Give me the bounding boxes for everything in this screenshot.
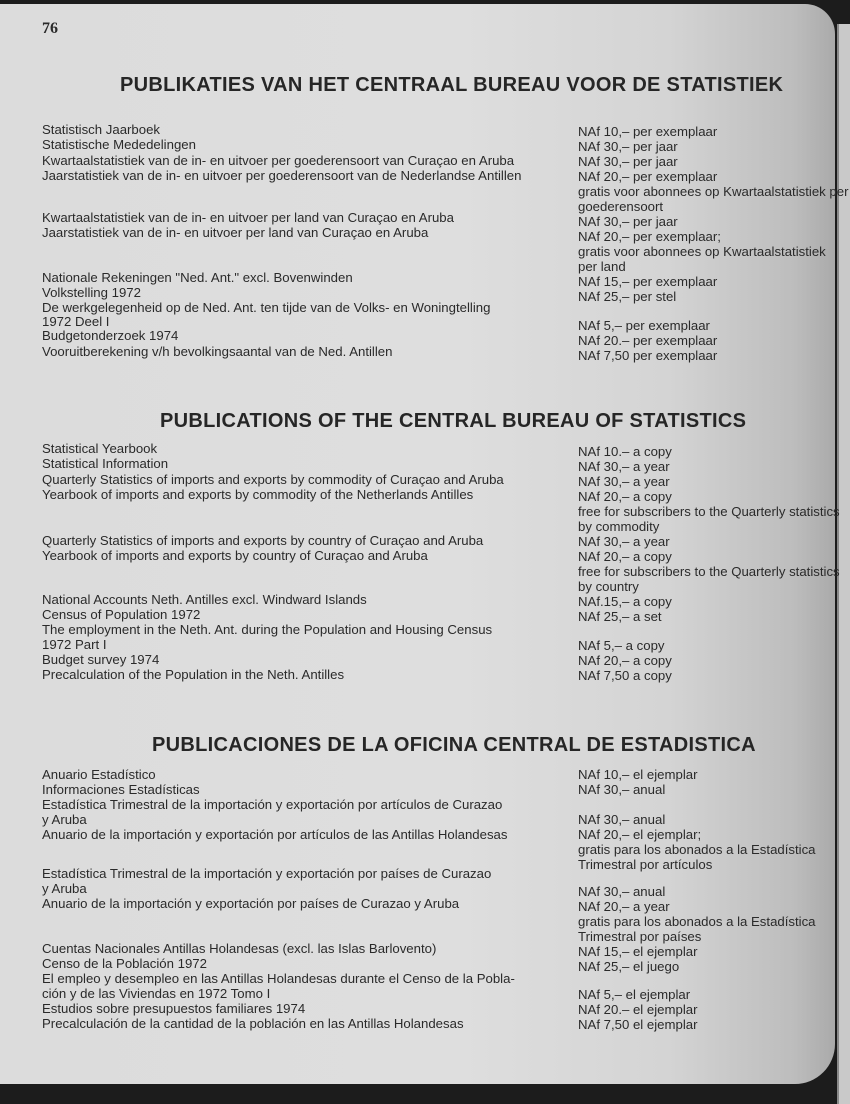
price-item: NAf 7,50 a copy [578, 668, 672, 683]
price-item: by commodity [578, 519, 660, 534]
list-item: De werkgelegenheid op de Ned. Ant. ten tijde van de Volks- en Woningtelling [42, 300, 491, 315]
price-item: NAf 7,50 el ejemplar [578, 1017, 698, 1032]
section-title-english: PUBLICATIONS OF THE CENTRAL BUREAU OF STATISTICS [160, 410, 747, 432]
price-item: NAf 20.– per exemplaar [578, 333, 718, 348]
list-item: y Aruba [42, 881, 87, 896]
price-item: NAf 20,– per exemplaar; [578, 229, 721, 244]
price-item: NAf 20,– a copy [578, 549, 672, 564]
list-item: Volkstelling 1972 [42, 285, 141, 300]
price-item: NAf 30,– per jaar [578, 214, 678, 229]
price-item: NAf 20,– per exemplaar [578, 169, 718, 184]
list-item: Estadística Trimestral de la importación y exportación por artículos de Curazao [42, 797, 503, 812]
price-item: gratis voor abonnees op Kwartaalstatistiek per [578, 184, 849, 199]
price-item: per land [578, 259, 626, 274]
price-item: free for subscribers to the Quarterly statistics [578, 564, 840, 579]
price-item: gratis para los abonados a la Estadística [578, 842, 816, 857]
price-item: NAf 10,– per exemplaar [578, 124, 718, 139]
price-item: NAf 30,– anual [578, 782, 666, 797]
list-item: Statistische Mededelingen [42, 137, 196, 152]
price-item: NAf 20,– a year [578, 899, 670, 914]
list-item: Kwartaalstatistiek van de in- en uitvoer per goederensoort van Curaçao en Aruba [42, 153, 515, 168]
price-item: NAf 30,– a year [578, 459, 670, 474]
price-item: NAf 30,– anual [578, 812, 666, 827]
price-item: NAf 10.– a copy [578, 444, 672, 459]
price-item: NAf 30,– a year [578, 534, 670, 549]
price-item: NAf 5,– a copy [578, 638, 665, 653]
list-item: El empleo y desempleo en las Antillas Holandesas durante el Censo de la Pobla- [42, 971, 515, 986]
list-item: Budgetonderzoek 1974 [42, 328, 179, 343]
list-item: Census of Population 1972 [42, 607, 201, 622]
list-item: Yearbook of imports and exports by commodity of the Netherlands Antilles [42, 487, 474, 502]
price-item: Trimestral por países [578, 929, 702, 944]
list-item: y Aruba [42, 812, 87, 827]
section-title-spanish: PUBLICACIONES DE LA OFICINA CENTRAL DE ESTADISTICA [152, 734, 756, 756]
list-item: Estadística Trimestral de la importación y exportación por países de Curazao [42, 866, 492, 881]
list-item: Precalculación de la cantidad de la población en las Antillas Holandesas [42, 1016, 464, 1031]
list-item: Jaarstatistiek van de in- en uitvoer per goederensoort van de Nederlandse Antillen [42, 168, 522, 183]
price-item: NAf 25,– el juego [578, 959, 680, 974]
price-item: NAf 15,– per exemplaar [578, 274, 718, 289]
list-item: Cuentas Nacionales Antillas Holandesas (excl. las Islas Barlovento) [42, 941, 437, 956]
price-item: NAf 5,– el ejemplar [578, 987, 691, 1002]
price-item: NAf 20,– el ejemplar; [578, 827, 702, 842]
price-item: gratis para los abonados a la Estadística [578, 914, 816, 929]
list-item: Vooruitberekening v/h bevolkingsaantal van de Ned. Antillen [42, 344, 393, 359]
price-item: by country [578, 579, 639, 594]
list-item: Budget survey 1974 [42, 652, 160, 667]
list-item: Anuario Estadístico [42, 767, 156, 782]
price-item: NAf 20,– a copy [578, 653, 672, 668]
price-item: NAf 30,– per jaar [578, 139, 678, 154]
price-item: free for subscribers to the Quarterly statistics [578, 504, 840, 519]
price-item: NAf 7,50 per exemplaar [578, 348, 718, 363]
list-item: Quarterly Statistics of imports and exports by commodity of Curaçao and Aruba [42, 472, 504, 487]
list-item: Anuario de la importación y exportación por artículos de las Antillas Holandesas [42, 827, 508, 842]
price-item: goederensoort [578, 199, 664, 214]
price-item: NAf 25,– a set [578, 609, 662, 624]
price-item: NAf 20,– a copy [578, 489, 672, 504]
list-item: Censo de la Población 1972 [42, 956, 207, 971]
list-item: Statistical Information [42, 456, 169, 471]
price-item: NAf 25,– per stel [578, 289, 677, 304]
price-item: NAf 30,– a year [578, 474, 670, 489]
price-item: gratis voor abonnees op Kwartaalstatistiek [578, 244, 826, 259]
list-item: Estudios sobre presupuestos familiares 1974 [42, 1001, 306, 1016]
list-item: Precalculation of the Population in the Neth. Antilles [42, 667, 345, 682]
list-item: 1972 Deel I [42, 314, 110, 329]
price-item: NAf 30,– anual [578, 884, 666, 899]
section-title-dutch: PUBLIKATIES VAN HET CENTRAAL BUREAU VOOR DE STATISTIEK [120, 74, 784, 96]
page-number: 76 [42, 20, 58, 37]
list-item: Informaciones Estadísticas [42, 782, 200, 797]
price-item: NAf 5,– per exemplaar [578, 318, 710, 333]
list-item: ción y de las Viviendas en 1972 Tomo I [42, 986, 271, 1001]
list-item: 1972 Part I [42, 637, 107, 652]
list-item: Nationale Rekeningen "Ned. Ant." excl. Bovenwinden [42, 270, 353, 285]
list-item: Kwartaalstatistiek van de in- en uitvoer per land van Curaçao en Aruba [42, 210, 454, 225]
price-item: NAf.15,– a copy [578, 594, 672, 609]
list-item: Anuario de la importación y exportación por países de Curazao y Aruba [42, 896, 460, 911]
list-item: The employment in the Neth. Ant. during the Population and Housing Census [42, 622, 493, 637]
price-item: Trimestral por artículos [578, 857, 713, 872]
price-item: NAf 30,– per jaar [578, 154, 678, 169]
list-item: Jaarstatistiek van de in- en uitvoer per land van Curaçao en Aruba [42, 225, 429, 240]
list-item: Quarterly Statistics of imports and exports by country of Curaçao and Aruba [42, 533, 484, 548]
price-item: NAf 15,– el ejemplar [578, 944, 698, 959]
list-item: Yearbook of imports and exports by country of Curaçao and Aruba [42, 548, 428, 563]
list-item: Statistisch Jaarboek [42, 122, 161, 137]
price-item: NAf 20.– el ejemplar [578, 1002, 698, 1017]
price-item: NAf 10,– el ejemplar [578, 767, 698, 782]
list-item: National Accounts Neth. Antilles excl. Windward Islands [42, 592, 367, 607]
list-item: Statistical Yearbook [42, 441, 158, 456]
